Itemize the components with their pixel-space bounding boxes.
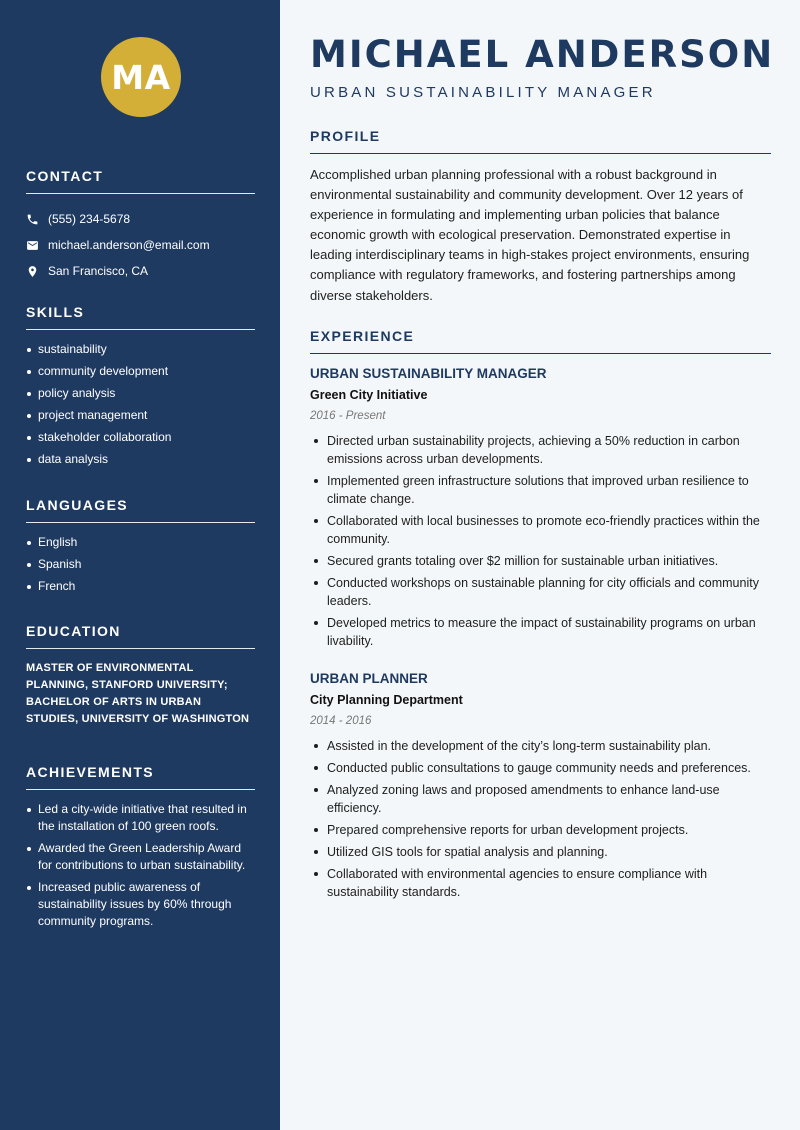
- education-heading: EDUCATION: [26, 623, 255, 649]
- experience-heading: EXPERIENCE: [310, 328, 771, 354]
- list-item: Developed metrics to measure the impact of sustainability programs on urban livability.: [310, 614, 771, 650]
- sidebar: [0, 0, 280, 1130]
- job-entry: [310, 366, 771, 654]
- achievements-list: [26, 801, 255, 930]
- list-item: Increased public awareness of sustainability issues by 60% through community programs.: [26, 879, 255, 930]
- job-company: Green City Initiative: [310, 388, 428, 402]
- list-item: Collaborated with environmental agencies to ensure compliance with sustainability standards.: [310, 865, 771, 901]
- education-section: [26, 623, 255, 728]
- skills-list: [26, 341, 255, 468]
- location-icon: [26, 265, 39, 278]
- job-title: URBAN SUSTAINABILITY MANAGER: [310, 366, 547, 381]
- skills-section: [26, 304, 255, 473]
- list-item: stakeholder collaboration: [26, 429, 255, 446]
- contact-email-text: michael.anderson@email.com: [48, 238, 210, 252]
- list-item: French: [26, 578, 255, 595]
- person-name: MICHAEL ANDERSON: [310, 33, 775, 76]
- languages-list: [26, 534, 255, 595]
- list-item: project management: [26, 407, 255, 424]
- languages-section: [26, 497, 255, 600]
- job-title: URBAN PLANNER: [310, 671, 428, 686]
- list-item: policy analysis: [26, 385, 255, 402]
- avatar: MA: [101, 37, 181, 117]
- list-item: Implemented green infrastructure solutions that improved urban resilience to climate change.: [310, 472, 771, 508]
- profile-text: Accomplished urban planning professional with a robust background in environmental sustainability and community development. Over 12 years of experience in formulating and implementing urban policies that balance economic growth with ecological preservation. Demonstrated expertise in leading interdisciplinary teams in high-stakes project environments, ensuring compliance with regulatory frameworks, and fostering partnerships among diverse stakeholders.: [310, 167, 750, 303]
- education-text: MASTER OF ENVIRONMENTAL PLANNING, STANFORD UNIVERSITY; BACHELOR OF ARTS IN URBAN STUDIES, UNIVERSITY OF WASHINGTON: [26, 662, 250, 725]
- list-item: data analysis: [26, 451, 255, 468]
- list-item: community development: [26, 363, 255, 380]
- job-dates: 2014 - 2016: [310, 715, 372, 727]
- profile-heading: PROFILE: [310, 128, 771, 154]
- list-item: English: [26, 534, 255, 551]
- list-item: Conducted public consultations to gauge community needs and preferences.: [310, 759, 771, 777]
- job-bullets: [310, 737, 771, 901]
- list-item: Conducted workshops on sustainable planning for city officials and community leaders.: [310, 574, 771, 610]
- person-role: URBAN SUSTAINABILITY MANAGER: [310, 84, 656, 101]
- job-company: City Planning Department: [310, 693, 463, 707]
- job-bullets: [310, 432, 771, 650]
- list-item: sustainability: [26, 341, 255, 358]
- contact-location: [26, 258, 255, 284]
- list-item: Led a city-wide initiative that resulted in the installation of 100 green roofs.: [26, 801, 255, 835]
- skills-heading: SKILLS: [26, 304, 255, 330]
- phone-icon: [26, 213, 39, 226]
- experience-section: [310, 328, 771, 354]
- contact-section: [26, 168, 255, 284]
- list-item: Utilized GIS tools for spatial analysis and planning.: [310, 843, 771, 861]
- contact-phone[interactable]: [26, 206, 255, 232]
- list-item: Awarded the Green Leadership Award for contributions to urban sustainability.: [26, 840, 255, 874]
- contact-phone-text: (555) 234-5678: [48, 212, 131, 226]
- contact-heading: CONTACT: [26, 168, 255, 194]
- languages-heading: LANGUAGES: [26, 497, 255, 523]
- profile-section: [310, 128, 771, 306]
- achievements-section: [26, 764, 255, 935]
- email-icon: [26, 239, 39, 252]
- list-item: Directed urban sustainability projects, achieving a 50% reduction in carbon emissions across urban developments.: [310, 432, 771, 468]
- list-item: Prepared comprehensive reports for urban development projects.: [310, 821, 771, 839]
- contact-list: [26, 206, 255, 284]
- job-entry: [310, 671, 771, 905]
- job-dates: 2016 - Present: [310, 410, 386, 422]
- achievements-heading: ACHIEVEMENTS: [26, 764, 255, 790]
- list-item: Assisted in the development of the city’s long-term sustainability plan.: [310, 737, 771, 755]
- list-item: Analyzed zoning laws and proposed amendments to enhance land-use efficiency.: [310, 781, 771, 817]
- contact-email[interactable]: [26, 232, 255, 258]
- list-item: Spanish: [26, 556, 255, 573]
- contact-location-text: San Francisco, CA: [48, 264, 149, 278]
- list-item: Secured grants totaling over $2 million for sustainable urban initiatives.: [310, 552, 771, 570]
- list-item: Collaborated with local businesses to promote eco-friendly practices within the community.: [310, 512, 771, 548]
